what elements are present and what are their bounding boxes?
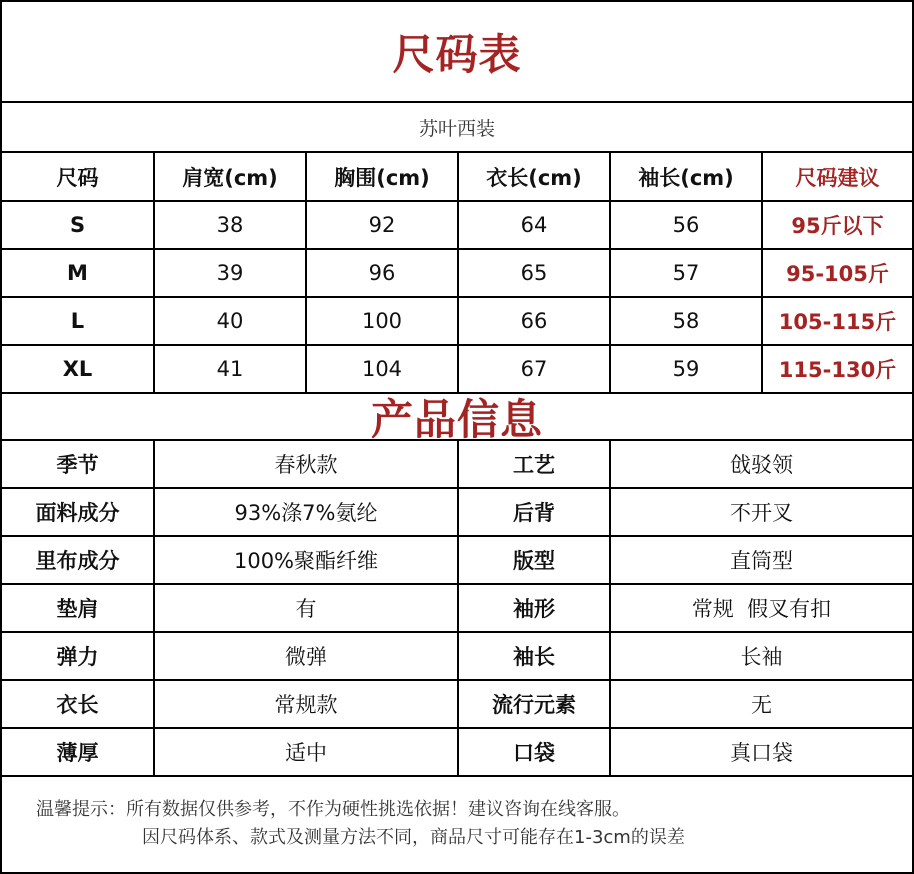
table-row — [2, 440, 912, 488]
page-title: 尺码表 — [392, 29, 522, 79]
info-table — [2, 439, 912, 777]
chest-cell: 100 — [306, 297, 458, 345]
shoulder-cell: 41 — [154, 345, 306, 393]
header-size: 尺码 — [2, 153, 154, 201]
table-row — [2, 249, 912, 297]
info-value: 不开叉 — [610, 488, 912, 536]
sleeve-cell: 56 — [610, 201, 762, 249]
info-key: 面料成分 — [2, 488, 154, 536]
chest-cell: 96 — [306, 249, 458, 297]
size-header-row — [2, 153, 912, 201]
header-chest: 胸围(cm) — [306, 153, 458, 201]
info-value: 长袖 — [610, 632, 912, 680]
table-row — [2, 728, 912, 776]
shoulder-cell: 39 — [154, 249, 306, 297]
section-title: 产品信息 — [370, 395, 543, 439]
info-key: 版型 — [458, 536, 610, 584]
info-key: 季节 — [2, 440, 154, 488]
recommend-cell: 105-115斤 — [762, 297, 912, 345]
info-value: 直筒型 — [610, 536, 912, 584]
table-row — [2, 680, 912, 728]
length-cell: 66 — [458, 297, 610, 345]
chest-cell: 92 — [306, 201, 458, 249]
brand-row — [2, 103, 912, 153]
size-cell: S — [2, 201, 154, 249]
notes — [36, 796, 685, 852]
note-line-2: 因尺码体系、款式及测量方法不同，商品尺寸可能存在1-3cm的误差 — [142, 827, 685, 848]
header-recommend: 尺码建议 — [762, 153, 912, 201]
shoulder-cell: 38 — [154, 201, 306, 249]
info-value: 常规 假叉有扣 — [610, 584, 912, 632]
info-key: 袖长 — [458, 632, 610, 680]
info-value: 真口袋 — [610, 728, 912, 776]
sleeve-cell: 58 — [610, 297, 762, 345]
size-cell: M — [2, 249, 154, 297]
table-row — [2, 632, 912, 680]
table-row — [2, 297, 912, 345]
brand-name: 苏叶西装 — [418, 117, 495, 140]
info-title-row — [2, 392, 912, 439]
info-value: 戗驳领 — [610, 440, 912, 488]
info-value: 常规款 — [154, 680, 458, 728]
header-sleeve: 袖长(cm) — [610, 153, 762, 201]
info-key: 袖形 — [458, 584, 610, 632]
info-key: 弹力 — [2, 632, 154, 680]
chest-cell: 104 — [306, 345, 458, 393]
info-value: 适中 — [154, 728, 458, 776]
table-row — [2, 201, 912, 249]
recommend-cell: 95斤以下 — [762, 201, 912, 249]
info-value: 93%涤7%氨纶 — [154, 488, 458, 536]
length-cell: 67 — [458, 345, 610, 393]
info-key: 流行元素 — [458, 680, 610, 728]
table-row — [2, 584, 912, 632]
size-cell: L — [2, 297, 154, 345]
info-key: 垫肩 — [2, 584, 154, 632]
recommend-cell: 95-105斤 — [762, 249, 912, 297]
table-row — [2, 345, 912, 393]
size-table — [2, 153, 912, 394]
sleeve-cell: 57 — [610, 249, 762, 297]
info-value: 春秋款 — [154, 440, 458, 488]
table-row — [2, 536, 912, 584]
sleeve-cell: 59 — [610, 345, 762, 393]
info-key: 衣长 — [2, 680, 154, 728]
info-key: 口袋 — [458, 728, 610, 776]
note-line-1: 温馨提示：所有数据仅供参考，不作为硬性挑选依据！建议咨询在线客服。 — [36, 799, 630, 820]
title-row — [2, 2, 912, 103]
header-shoulder: 肩宽(cm) — [154, 153, 306, 201]
info-value: 微弹 — [154, 632, 458, 680]
info-value: 100%聚酯纤维 — [154, 536, 458, 584]
header-length: 衣长(cm) — [458, 153, 610, 201]
info-key: 里布成分 — [2, 536, 154, 584]
info-key: 后背 — [458, 488, 610, 536]
info-value: 无 — [610, 680, 912, 728]
length-cell: 64 — [458, 201, 610, 249]
info-value: 有 — [154, 584, 458, 632]
info-key: 工艺 — [458, 440, 610, 488]
size-cell: XL — [2, 345, 154, 393]
info-key: 薄厚 — [2, 728, 154, 776]
recommend-cell: 115-130斤 — [762, 345, 912, 393]
table-row — [2, 488, 912, 536]
length-cell: 65 — [458, 249, 610, 297]
shoulder-cell: 40 — [154, 297, 306, 345]
